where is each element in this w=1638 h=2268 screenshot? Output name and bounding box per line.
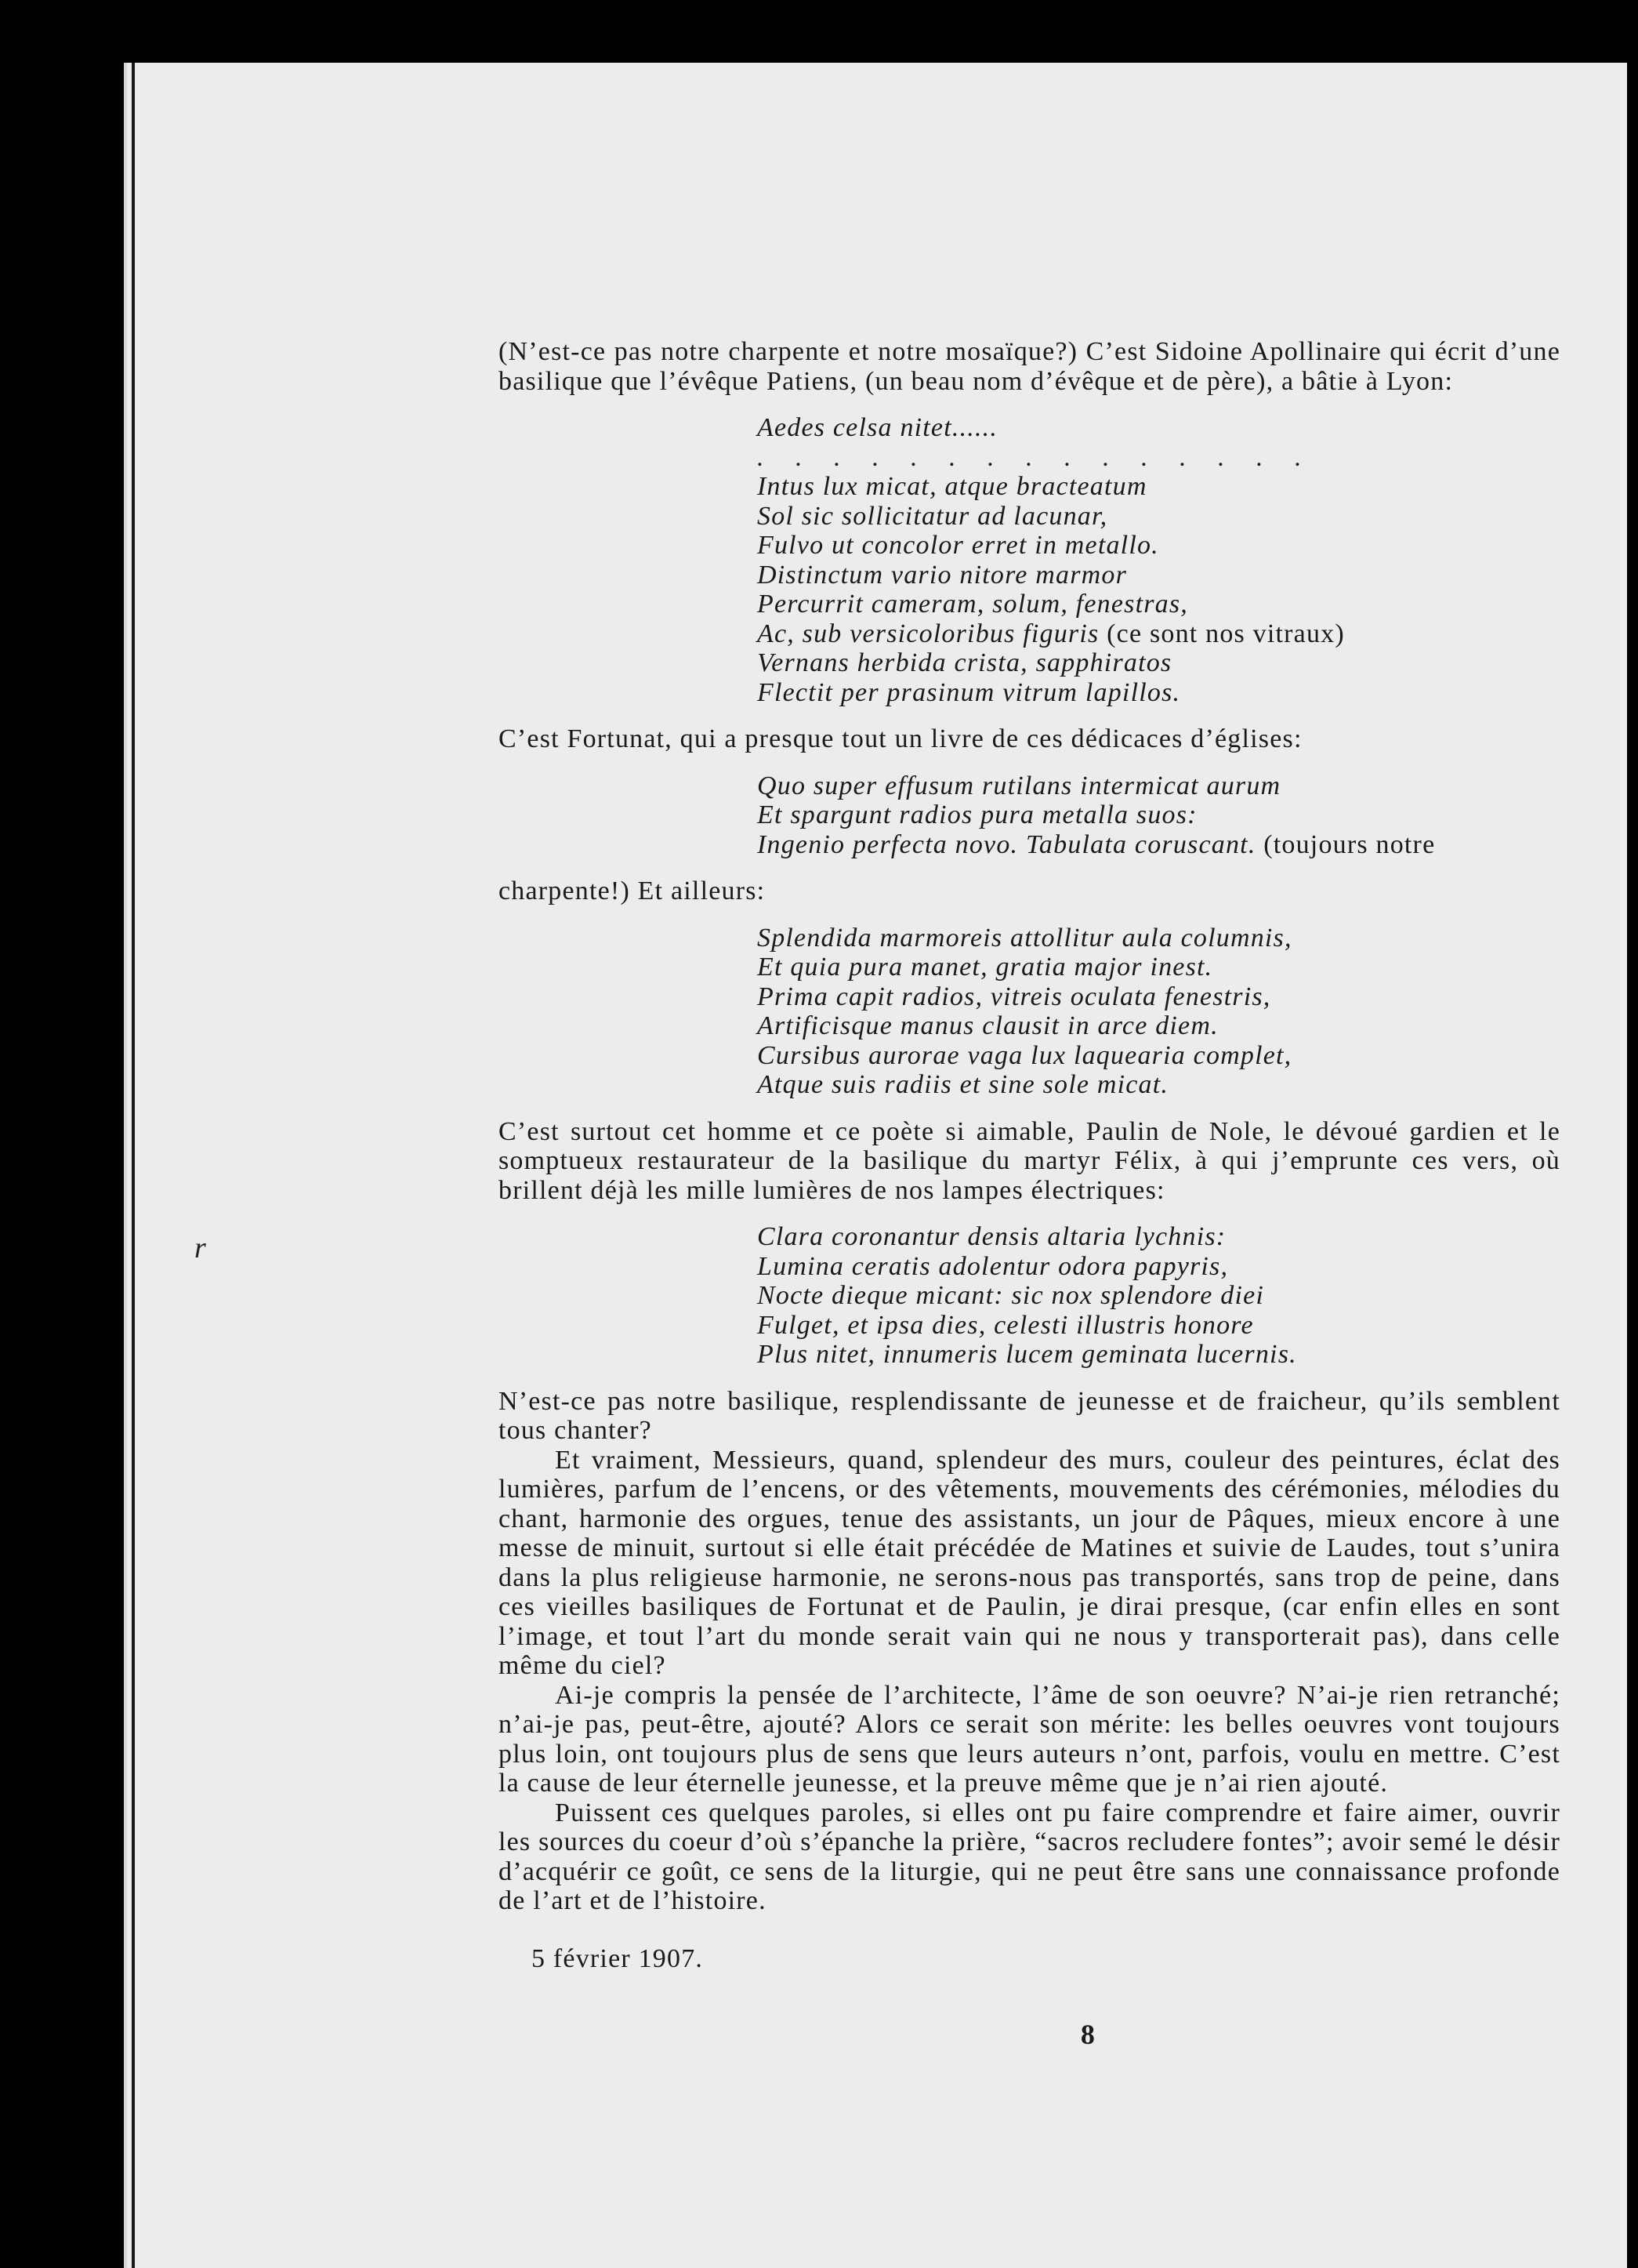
verse-line: Distinctum vario nitore marmor xyxy=(757,560,1128,590)
verse-line: Fulget, et ipsa dies, celesti illustris honore xyxy=(757,1310,1254,1340)
verse-line: Et spargunt radios pura metalla suos: xyxy=(757,800,1198,829)
date-line: 5 février 1907. xyxy=(531,1943,704,1973)
verse-line: Nocte dieque micant: sic nox splendore diei xyxy=(757,1281,1265,1310)
page-number: 8 xyxy=(1080,2019,1096,2050)
verse-line: Et quia pura manet, gratia major inest. xyxy=(757,953,1213,982)
verse-line: Fulvo ut concolor erret in metallo. xyxy=(757,531,1159,560)
verse-fortunat xyxy=(757,771,1560,860)
page-text xyxy=(498,337,1560,2050)
verse-aside: (toujours notre xyxy=(1263,829,1436,859)
paragraph-intro: (N’est-ce pas notre charpente et notre mosaïque?) C’est Sidoine Apollinaire qui écrit d’une basilique que l’évêque Patiens, (un beau nom d’évêque et de père), a bâtie à Lyon: xyxy=(498,337,1560,396)
paragraph-fortunat: C’est Fortunat, qui a presque tout un livre de ces dédicaces d’églises: xyxy=(498,724,1303,753)
margin-mark: r xyxy=(194,1232,206,1265)
verse-aside: (ce sont nos vitraux) xyxy=(1107,619,1345,648)
verse-ellipsis: . . . . . . . . . . . . . . . xyxy=(757,442,1314,472)
verse-line: Clara coronantur densis altaria lychnis: xyxy=(757,1222,1227,1251)
verse-line: Artificisque manus clausit in arce diem. xyxy=(757,1011,1219,1040)
paragraph-ailleurs: charpente!) Et ailleurs: xyxy=(498,876,766,905)
verse-line: Prima capit radios, vitreis oculata fenestris, xyxy=(757,982,1271,1011)
paragraph-compris: Ai-je compris la pensée de l’architecte, l’âme de son oeuvre? N’ai-je rien retranché; n’ai-je pas, peut-être, ajouté? Alors ce serait son mérite: les belles oeuvres vont toujours plus loin, ont toujours plus de sens que leurs auteurs n’ont, parfois, voulu en mettre. C’est la cause de leur éternelle jeunesse, et la preuve même que je n’ai rien ajouté. xyxy=(498,1680,1560,1798)
verse-line xyxy=(757,830,1560,860)
verse-line xyxy=(757,619,1560,649)
verse-line: Lumina ceratis adolentur odora papyris, xyxy=(757,1251,1229,1281)
verse-line: Splendida marmoreis attollitur aula columnis, xyxy=(757,923,1292,953)
verse-paulin xyxy=(757,1222,1560,1370)
verse-line-text: Ingenio perfecta novo. Tabulata coruscant. xyxy=(757,829,1256,859)
document-page xyxy=(124,63,1638,2268)
verse-line: Atque suis radiis et sine sole micat. xyxy=(757,1070,1169,1099)
verse-line: Flectit per prasinum vitrum lapillos. xyxy=(757,677,1181,707)
verse-line: Sol sic sollicitatur ad lacunar, xyxy=(757,501,1108,531)
verse-fortunat-2 xyxy=(757,924,1560,1100)
verse-line-text: Ac, sub versicoloribus figuris xyxy=(757,619,1100,648)
paragraph-vraiment: Et vraiment, Messieurs, quand, splendeur des murs, couleur des peintures, éclat des lumières, parfum de l’encens, or des vêtements, mouvements des cérémonies, mélodies du chant, harmonie des orgues, tenue des assistants, un jour de Pâques, mieux encore à une messe de minuit, surtout si elle était précédée de Matines et suivie de Laudes, tout s’unira dans la plus religieuse harmonie, ne serons-nous pas transportés, sans trop de peine, dans ces vieilles basiliques de Fortunat et de Paulin, je dirai presque, (car enfin elles en sont l’image, et tout l’art du monde serait vain qui ne nous y transporterait pas), dans celle même du ciel? xyxy=(498,1445,1560,1680)
paragraph-basilique: N’est-ce pas notre basilique, resplendissante de jeunesse et de fraicheur, qu’ils semblent tous chanter? xyxy=(498,1386,1560,1445)
verse-line: Intus lux micat, atque bracteatum xyxy=(757,472,1147,501)
verse-line: Quo super effusum rutilans intermicat aurum xyxy=(757,771,1281,800)
verse-line: Plus nitet, innumeris lucem geminata lucernis. xyxy=(757,1340,1297,1369)
verse-sidoine xyxy=(757,413,1560,707)
paragraph-paulin: C’est surtout cet homme et ce poète si aimable, Paulin de Nole, le dévoué gardien et le somptueux restaurateur de la basilique du martyr Félix, à qui j’emprunte ces vers, où brillent déjà les mille lumières de nos lampes électriques: xyxy=(498,1116,1560,1205)
verse-line: Percurrit cameram, solum, fenestras, xyxy=(757,590,1188,619)
paragraph-puissent: Puissent ces quelques paroles, si elles ont pu faire comprendre et faire aimer, ouvrir les sources du coeur d’où s’épanche la prière, “sacros recludere fontes”; avoir semé le désir d’acquérir ce goût, ce sens de la liturgie, qui ne peut être sans une connaissance profonde de l’art et de l’histoire. xyxy=(498,1798,1560,1915)
verse-line: Aedes celsa nitet...... xyxy=(757,413,998,442)
verse-line: Cursibus aurorae vaga lux laquearia complet, xyxy=(757,1040,1292,1070)
verse-line: Vernans herbida crista, sapphiratos xyxy=(757,648,1172,677)
